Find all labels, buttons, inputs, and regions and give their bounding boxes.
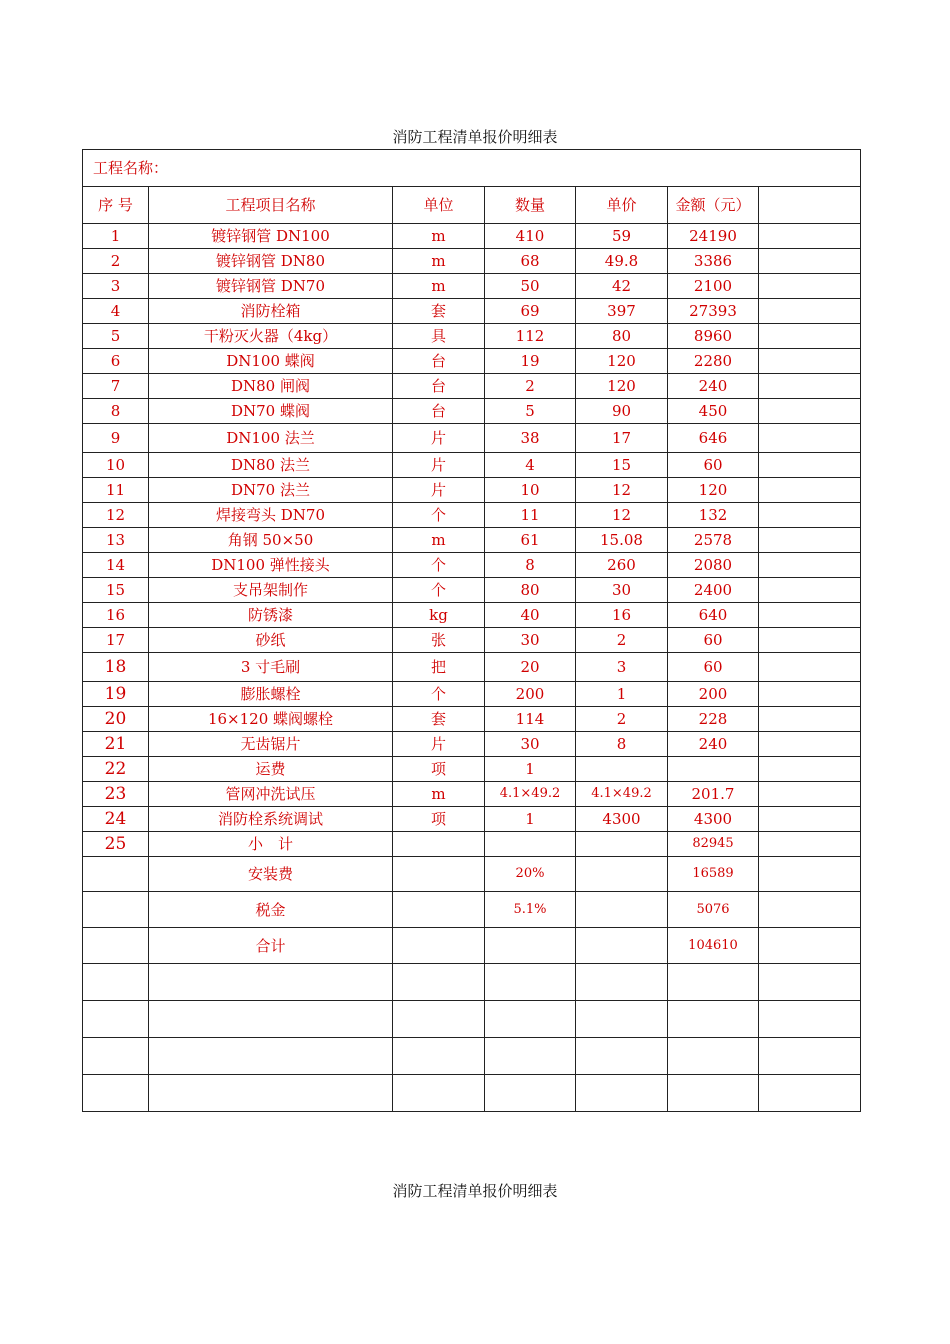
row-blank <box>759 757 861 782</box>
empty-cell <box>759 964 861 1001</box>
row-quantity: 50 <box>485 274 576 299</box>
row-item-name: 砂纸 <box>149 628 393 653</box>
row-item-name: DN100 法兰 <box>149 424 393 453</box>
row-quantity: 80 <box>485 578 576 603</box>
empty-cell <box>485 964 576 1001</box>
row-blank <box>759 528 861 553</box>
empty-cell <box>149 1038 393 1075</box>
row-seq: 12 <box>83 503 149 528</box>
row-quantity: 20 <box>485 653 576 682</box>
summary-unit <box>393 857 485 892</box>
row-seq: 22 <box>83 757 149 782</box>
row-blank <box>759 603 861 628</box>
table-row <box>83 478 861 503</box>
row-unit: 片 <box>393 453 485 478</box>
row-quantity: 30 <box>485 732 576 757</box>
row-quantity: 10 <box>485 478 576 503</box>
row-blank <box>759 732 861 757</box>
summary-unit <box>393 928 485 964</box>
row-seq: 5 <box>83 324 149 349</box>
table-row <box>83 732 861 757</box>
row-quantity: 1 <box>485 807 576 832</box>
row-quantity: 30 <box>485 628 576 653</box>
row-unit: 把 <box>393 653 485 682</box>
row-unit: 项 <box>393 807 485 832</box>
row-unit-price: 16 <box>576 603 668 628</box>
empty-cell <box>576 1038 668 1075</box>
row-unit: 个 <box>393 503 485 528</box>
summary-rate <box>485 928 576 964</box>
empty-cell <box>759 1075 861 1112</box>
table-row <box>83 553 861 578</box>
row-unit: 片 <box>393 478 485 503</box>
summary-rate: 5.1% <box>485 892 576 928</box>
row-amount: 2400 <box>668 578 759 603</box>
row-item-name: 焊接弯头 DN70 <box>149 503 393 528</box>
summary-seq <box>83 928 149 964</box>
row-quantity: 200 <box>485 682 576 707</box>
empty-cell <box>576 1075 668 1112</box>
row-blank <box>759 782 861 807</box>
row-item-name: 防锈漆 <box>149 603 393 628</box>
row-amount: 200 <box>668 682 759 707</box>
table-row <box>83 682 861 707</box>
header-amount: 金额（元） <box>668 187 759 224</box>
row-blank <box>759 424 861 453</box>
row-amount: 27393 <box>668 299 759 324</box>
table-row <box>83 274 861 299</box>
row-amount: 120 <box>668 478 759 503</box>
row-blank <box>759 628 861 653</box>
row-seq: 2 <box>83 249 149 274</box>
row-amount: 60 <box>668 453 759 478</box>
header-blank <box>759 187 861 224</box>
table-row <box>83 399 861 424</box>
row-item-name: 3 寸毛刷 <box>149 653 393 682</box>
table-row <box>83 349 861 374</box>
summary-name: 安装费 <box>149 857 393 892</box>
row-unit-price: 397 <box>576 299 668 324</box>
row-blank <box>759 349 861 374</box>
quote-table <box>82 149 861 1112</box>
row-seq: 11 <box>83 478 149 503</box>
header-unit: 单位 <box>393 187 485 224</box>
row-unit-price: 12 <box>576 478 668 503</box>
empty-cell <box>149 1075 393 1112</box>
row-item-name: 镀锌钢管 DN100 <box>149 224 393 249</box>
empty-cell <box>83 1001 149 1038</box>
summary-amount: 5076 <box>668 892 759 928</box>
row-amount: 201.7 <box>668 782 759 807</box>
row-quantity: 1 <box>485 757 576 782</box>
table-row <box>83 832 861 857</box>
row-unit: 套 <box>393 299 485 324</box>
row-unit-price: 120 <box>576 374 668 399</box>
empty-row <box>83 1038 861 1075</box>
row-unit: 具 <box>393 324 485 349</box>
row-quantity: 11 <box>485 503 576 528</box>
row-quantity: 4 <box>485 453 576 478</box>
row-unit-price: 15.08 <box>576 528 668 553</box>
empty-row <box>83 1075 861 1112</box>
row-item-name: 干粉灭火器（4kg） <box>149 324 393 349</box>
row-seq: 20 <box>83 707 149 732</box>
row-seq: 23 <box>83 782 149 807</box>
row-seq: 24 <box>83 807 149 832</box>
table-row <box>83 453 861 478</box>
row-unit: 片 <box>393 732 485 757</box>
summary-row <box>83 928 861 964</box>
row-unit-price: 3 <box>576 653 668 682</box>
row-quantity: 38 <box>485 424 576 453</box>
table-row <box>83 528 861 553</box>
row-unit: 项 <box>393 757 485 782</box>
row-blank <box>759 224 861 249</box>
row-amount: 2578 <box>668 528 759 553</box>
row-unit-price: 17 <box>576 424 668 453</box>
row-amount <box>668 757 759 782</box>
row-seq: 16 <box>83 603 149 628</box>
row-amount: 82945 <box>668 832 759 857</box>
row-seq: 17 <box>83 628 149 653</box>
row-seq: 8 <box>83 399 149 424</box>
row-unit: 台 <box>393 374 485 399</box>
row-amount: 24190 <box>668 224 759 249</box>
row-amount: 228 <box>668 707 759 732</box>
row-amount: 4300 <box>668 807 759 832</box>
empty-cell <box>83 1075 149 1112</box>
summary-name: 税金 <box>149 892 393 928</box>
row-seq: 21 <box>83 732 149 757</box>
footer-title: 消防工程清单报价明细表 <box>392 1182 558 1200</box>
table-row <box>83 249 861 274</box>
summary-rate: 20% <box>485 857 576 892</box>
summary-seq <box>83 857 149 892</box>
row-item-name: 镀锌钢管 DN80 <box>149 249 393 274</box>
summary-price <box>576 928 668 964</box>
row-quantity: 5 <box>485 399 576 424</box>
empty-cell <box>149 964 393 1001</box>
row-unit-price: 80 <box>576 324 668 349</box>
row-amount: 2280 <box>668 349 759 374</box>
row-unit: kg <box>393 603 485 628</box>
row-unit: m <box>393 528 485 553</box>
row-amount: 646 <box>668 424 759 453</box>
empty-cell <box>668 964 759 1001</box>
row-unit-price: 260 <box>576 553 668 578</box>
summary-blank <box>759 892 861 928</box>
empty-cell <box>485 1001 576 1038</box>
row-quantity: 68 <box>485 249 576 274</box>
table-header-row <box>83 187 861 224</box>
header-quantity: 数量 <box>485 187 576 224</box>
row-seq: 15 <box>83 578 149 603</box>
empty-cell <box>485 1075 576 1112</box>
row-quantity: 61 <box>485 528 576 553</box>
row-amount: 450 <box>668 399 759 424</box>
table-row <box>83 807 861 832</box>
row-amount: 8960 <box>668 324 759 349</box>
summary-row <box>83 857 861 892</box>
row-blank <box>759 682 861 707</box>
row-blank <box>759 707 861 732</box>
row-unit-price: 2 <box>576 628 668 653</box>
row-unit-price: 8 <box>576 732 668 757</box>
row-blank <box>759 503 861 528</box>
row-quantity: 69 <box>485 299 576 324</box>
row-unit: 台 <box>393 349 485 374</box>
table-row <box>83 707 861 732</box>
row-quantity: 410 <box>485 224 576 249</box>
empty-cell <box>393 1075 485 1112</box>
row-unit: m <box>393 224 485 249</box>
page-title: 消防工程清单报价明细表 <box>392 128 558 146</box>
empty-cell <box>83 1038 149 1075</box>
row-unit-price: 49.8 <box>576 249 668 274</box>
empty-cell <box>668 1075 759 1112</box>
row-quantity: 8 <box>485 553 576 578</box>
row-blank <box>759 832 861 857</box>
row-seq: 13 <box>83 528 149 553</box>
row-seq: 4 <box>83 299 149 324</box>
row-unit: 套 <box>393 707 485 732</box>
row-unit-price <box>576 757 668 782</box>
row-blank <box>759 478 861 503</box>
row-unit-price <box>576 832 668 857</box>
table-row <box>83 324 861 349</box>
summary-price <box>576 857 668 892</box>
row-blank <box>759 324 861 349</box>
row-blank <box>759 249 861 274</box>
row-seq: 10 <box>83 453 149 478</box>
empty-cell <box>149 1001 393 1038</box>
row-unit-price: 1 <box>576 682 668 707</box>
summary-name: 合计 <box>149 928 393 964</box>
row-item-name: 运费 <box>149 757 393 782</box>
row-seq: 18 <box>83 653 149 682</box>
row-item-name: 16×120 蝶阀螺栓 <box>149 707 393 732</box>
row-seq: 25 <box>83 832 149 857</box>
summary-seq <box>83 892 149 928</box>
row-unit: m <box>393 782 485 807</box>
row-unit-price: 90 <box>576 399 668 424</box>
row-seq: 7 <box>83 374 149 399</box>
row-item-name: DN70 蝶阀 <box>149 399 393 424</box>
summary-row <box>83 892 861 928</box>
row-unit: 张 <box>393 628 485 653</box>
row-item-name: DN80 闸阀 <box>149 374 393 399</box>
row-unit-price: 2 <box>576 707 668 732</box>
row-blank <box>759 553 861 578</box>
row-quantity: 4.1×49.2 <box>485 782 576 807</box>
table-row <box>83 782 861 807</box>
row-quantity: 19 <box>485 349 576 374</box>
row-amount: 60 <box>668 628 759 653</box>
row-blank <box>759 374 861 399</box>
row-unit-price: 4.1×49.2 <box>576 782 668 807</box>
table-row <box>83 299 861 324</box>
table-row <box>83 757 861 782</box>
row-quantity: 40 <box>485 603 576 628</box>
empty-cell <box>668 1001 759 1038</box>
summary-price <box>576 892 668 928</box>
row-amount: 3386 <box>668 249 759 274</box>
row-seq: 14 <box>83 553 149 578</box>
row-unit: 片 <box>393 424 485 453</box>
row-item-name: DN70 法兰 <box>149 478 393 503</box>
row-unit-price: 12 <box>576 503 668 528</box>
empty-row <box>83 1001 861 1038</box>
row-unit-price: 30 <box>576 578 668 603</box>
empty-cell <box>83 964 149 1001</box>
row-unit-price: 42 <box>576 274 668 299</box>
empty-cell <box>393 1001 485 1038</box>
row-item-name: 无齿锯片 <box>149 732 393 757</box>
project-name-row <box>83 150 861 187</box>
row-item-name: 管网冲洗试压 <box>149 782 393 807</box>
row-blank <box>759 807 861 832</box>
summary-blank <box>759 928 861 964</box>
row-item-name: DN100 弹性接头 <box>149 553 393 578</box>
summary-amount: 16589 <box>668 857 759 892</box>
row-unit: 个 <box>393 553 485 578</box>
row-blank <box>759 453 861 478</box>
row-unit-price: 4300 <box>576 807 668 832</box>
header-item-name: 工程项目名称 <box>149 187 393 224</box>
table-row <box>83 603 861 628</box>
row-amount: 2100 <box>668 274 759 299</box>
table-row <box>83 653 861 682</box>
empty-cell <box>576 1001 668 1038</box>
row-amount: 60 <box>668 653 759 682</box>
row-unit: m <box>393 249 485 274</box>
row-blank <box>759 299 861 324</box>
row-quantity: 112 <box>485 324 576 349</box>
row-quantity: 114 <box>485 707 576 732</box>
table-row <box>83 374 861 399</box>
project-name-label: 工程名称： <box>83 150 861 187</box>
row-item-name: 小 计 <box>149 832 393 857</box>
table-row <box>83 578 861 603</box>
row-seq: 9 <box>83 424 149 453</box>
row-item-name: DN100 蝶阀 <box>149 349 393 374</box>
row-quantity: 2 <box>485 374 576 399</box>
row-item-name: 支吊架制作 <box>149 578 393 603</box>
row-item-name: 消防栓系统调试 <box>149 807 393 832</box>
row-unit-price: 15 <box>576 453 668 478</box>
row-seq: 3 <box>83 274 149 299</box>
summary-amount: 104610 <box>668 928 759 964</box>
row-unit: 个 <box>393 682 485 707</box>
row-unit-price: 120 <box>576 349 668 374</box>
row-item-name: DN80 法兰 <box>149 453 393 478</box>
summary-blank <box>759 857 861 892</box>
table-row <box>83 424 861 453</box>
row-amount: 640 <box>668 603 759 628</box>
table-row <box>83 224 861 249</box>
row-amount: 240 <box>668 732 759 757</box>
summary-unit <box>393 892 485 928</box>
row-amount: 2080 <box>668 553 759 578</box>
empty-cell <box>759 1001 861 1038</box>
row-item-name: 消防栓箱 <box>149 299 393 324</box>
row-seq: 19 <box>83 682 149 707</box>
row-blank <box>759 653 861 682</box>
header-seq: 序 号 <box>83 187 149 224</box>
empty-cell <box>668 1038 759 1075</box>
row-blank <box>759 274 861 299</box>
row-item-name: 镀锌钢管 DN70 <box>149 274 393 299</box>
row-unit: m <box>393 274 485 299</box>
empty-cell <box>759 1038 861 1075</box>
empty-cell <box>485 1038 576 1075</box>
row-seq: 6 <box>83 349 149 374</box>
empty-row <box>83 964 861 1001</box>
row-item-name: 角钢 50×50 <box>149 528 393 553</box>
header-unit-price: 单价 <box>576 187 668 224</box>
table-row <box>83 503 861 528</box>
row-unit-price: 59 <box>576 224 668 249</box>
row-blank <box>759 399 861 424</box>
empty-cell <box>576 964 668 1001</box>
row-amount: 240 <box>668 374 759 399</box>
row-unit <box>393 832 485 857</box>
row-seq: 1 <box>83 224 149 249</box>
empty-cell <box>393 1038 485 1075</box>
row-unit: 台 <box>393 399 485 424</box>
row-quantity <box>485 832 576 857</box>
row-unit: 个 <box>393 578 485 603</box>
empty-cell <box>393 964 485 1001</box>
table-row <box>83 628 861 653</box>
row-amount: 132 <box>668 503 759 528</box>
row-item-name: 膨胀螺栓 <box>149 682 393 707</box>
row-blank <box>759 578 861 603</box>
